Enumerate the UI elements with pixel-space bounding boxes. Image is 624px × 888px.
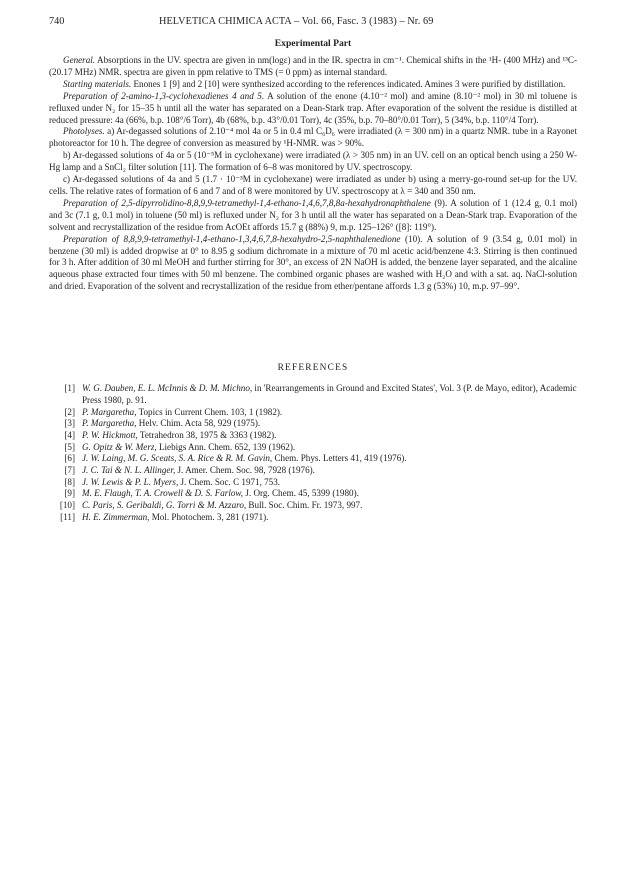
reference-number: [1]: [64, 383, 75, 394]
reference-authors: P. W. Hickmott,: [82, 429, 138, 440]
reference-source: J. Chem. Soc. C 1971, 753.: [178, 476, 281, 487]
reference-text: [82, 465, 577, 477]
reference-item: [49, 465, 577, 477]
reference-item: [49, 500, 577, 512]
paragraph-text: (10). A solution of 9 (3.54 g, 0.01 mol) in benzene (30 ml) is added dropwise at 0° to 8.95 g sodium dichromate in a mixture of 70 ml acetic acid/benzene 4:3. Stirring is then continued for 3 h. After addition of 30 ml MeOH and further stirring for 30°, an excess of 2N NaOH is added, the benzene layer separated, and the alcaline aqueous phase extracted four times with 50 ml benzene. The combined organic phases are washed with H₂O and with a sat. aq. NaCl-solution and dried. Evaporation of the solvent and recrystallization of the residue from ether/pentane affords 1.3 g (53%) 10, m.p. 97–99°.: [49, 233, 577, 292]
paragraph-text: b) Ar-degassed solutions of 4a or 5 (10⁻⁵M in cyclohexane) were irradiated (λ > 305 nm) in an UV. cell on an optical bench using a 250 W-Hg lamp and a SnCl₂ filter solution [11]. The formation of 6–8 was monitored by UV. spectroscopy.: [49, 150, 577, 173]
paragraph-photolyses-a: [49, 126, 577, 150]
reference-source: Topics in Current Chem. 103, 1 (1982).: [136, 406, 283, 417]
reference-number: [4]: [64, 429, 75, 440]
reference-number: [11]: [60, 511, 75, 522]
reference-number: [6]: [64, 453, 75, 464]
page-number: 740: [49, 16, 65, 27]
reference-number: [7]: [64, 465, 75, 476]
reference-item: [49, 418, 577, 430]
reference-text: [82, 430, 577, 442]
reference-number: [9]: [64, 488, 75, 499]
reference-number: [8]: [64, 476, 75, 487]
reference-text: [82, 488, 577, 500]
reference-source: Tetrahedron 38, 1975 & 3363 (1982).: [137, 429, 277, 440]
paragraph-starting-materials: [49, 79, 577, 91]
journal-page: [49, 10, 577, 524]
paragraph-lead: General.: [63, 55, 96, 65]
paragraph-preparation-10: [49, 234, 577, 294]
reference-source: J. Amer. Chem. Soc. 98, 7928 (1976).: [175, 465, 315, 476]
reference-item: [49, 488, 577, 500]
reference-source: J. Org. Chem. 45, 5399 (1980).: [243, 488, 359, 499]
reference-item: [49, 442, 577, 454]
journal-citation: HELVETICA CHIMICA ACTA – Vol. 66, Fasc. 3 (1983) – Nr. 69: [159, 16, 434, 27]
paragraph-lead: Preparation of 8,8,9,9-tetramethyl-1,4-ethano-1,3,4,6,7,8-hexahydro-2,5-naphthalenedione: [63, 233, 401, 244]
reference-source: Bull. Soc. Chim. Fr. 1973, 997.: [246, 500, 363, 511]
reference-text: [82, 477, 577, 489]
running-head: [49, 16, 577, 34]
reference-text: [82, 383, 577, 406]
paragraph-text: Enones 1 [9] and 2 [10] were synthesized according to the references indicated. Amines 3 were purified by distillation.: [131, 78, 566, 89]
reference-source: Mol. Photochem. 3, 281 (1971).: [149, 511, 269, 522]
reference-item: [49, 512, 577, 524]
reference-number: [5]: [64, 441, 75, 452]
reference-authors: C. Paris, S. Geribaldi, G. Torri & M. Azzaro,: [82, 500, 247, 511]
paragraph-photolyses-b: [49, 150, 577, 174]
reference-authors: W. G. Dauben, E. L. McInnis & D. M. Michno,: [82, 383, 253, 394]
reference-authors: M. E. Flaugh, T. A. Crowell & D. S. Farlow,: [82, 488, 244, 499]
paragraph-lead: Starting materials.: [63, 78, 132, 89]
paragraph-text: A solution of the enone (4.10⁻² mol) and amine (8.10⁻² mol) in 30 ml toluene is refluxed under N₂ for 15–35 h until all the water has separated on a Dean-Stark trap. After evaporation of the solvent the residue is distilled at reduced pressure: 4a (66%, b.p. 108°/6 Torr), 4b (68%, b.p. 43°/0.01 Torr), 4c (35%, b.p. 70–80°/0.01 Torr), 5 (34%, b.p. 110°/4 Torr).: [49, 90, 577, 125]
reference-source: Liebigs Ann. Chem. 652, 139 (1962).: [156, 441, 296, 452]
reference-authors: H. E. Zimmerman,: [82, 511, 150, 522]
reference-text: [82, 407, 577, 419]
paragraph-text: a) Ar-degassed solutions of 2.10⁻⁴ mol 4a or 5 in 0.4 ml C₆D₆ were irradiated (λ = 300 nm) in a quartz NMR. tube in a Rayonet photoreactor for 10 h. The degree of conversion as measured by ¹H-NMR. was > 90%.: [49, 126, 577, 149]
paragraph-lead: Preparation of 2,5-dipyrrolidino-8,8,9,9-tetramethyl-1,4-ethano-1,4,6,7,8,8a-hexahydronaphthalene: [63, 197, 431, 208]
reference-number: [10]: [59, 500, 75, 511]
reference-source: Chem. Phys. Letters 41, 419 (1976).: [272, 453, 407, 464]
reference-text: [82, 512, 577, 524]
reference-number: [3]: [64, 418, 75, 429]
references-list: [49, 383, 577, 523]
references-title: REFERENCES: [277, 363, 349, 374]
reference-text: [82, 418, 577, 430]
paragraph-text: c) Ar-degassed solutions of 4a and 5 (1.7 · 10⁻³M in cyclohexane) were irradiated as under b) using a merry-go-round set-up for the UV. cells. The relative rates of formation of 6 and 7 and of 8 were monitored by UV. spectroscopy at λ = 340 and 350 nm.: [49, 174, 577, 196]
reference-text: [82, 500, 577, 512]
reference-authors: P. Margaretha,: [82, 406, 137, 417]
reference-source: in 'Rearrangements in Ground and Excited States', Vol. 3 (P. de Mayo, editor), Academic Press 1980, p. 91.: [82, 383, 577, 405]
paragraph-preparation-9: [49, 198, 577, 234]
reference-source: Helv. Chim. Acta 58, 929 (1975).: [136, 418, 261, 429]
reference-number: [2]: [64, 406, 75, 417]
paragraph-photolyses-c: [49, 174, 577, 198]
reference-item: [49, 453, 577, 465]
experimental-body: [49, 55, 577, 293]
reference-item: [49, 407, 577, 419]
reference-text: [82, 453, 577, 465]
reference-authors: J. W. Lewis & P. L. Myers,: [82, 476, 179, 487]
section-title: Experimental Part: [274, 38, 352, 49]
paragraph-general: [49, 55, 577, 79]
reference-item: [49, 430, 577, 442]
paragraph-text: Absorptions in the UV. spectra are given in nm(logε) and in the IR. spectra in cm⁻¹. Chemical shifts in the ¹H- (400 MHz) and ¹³C- (20.17 MHz) NMR. spectra are given in ppm relative to TMS (= 0 ppm) as internal standard.: [49, 55, 577, 77]
reference-authors: J. W. Laing, M. G. Sceats, S. A. Rice & R. M. Gavin,: [82, 453, 273, 464]
reference-authors: P. Margaretha,: [82, 418, 137, 429]
paragraph-lead: Photolyses.: [63, 126, 105, 137]
reference-text: [82, 442, 577, 454]
reference-authors: G. Opitz & W. Merz,: [82, 441, 157, 452]
reference-authors: J. C. Tai & N. L. Allinger,: [82, 465, 176, 476]
paragraph-text: (9). A solution of 1 (12.4 g, 0.1 mol) and 3c (7.1 g, 0.1 mol) in toluene (50 ml) is refluxed under N₂ for 3 h until all the water has separated on a Dean-Stark trap. Evaporation of the solvent and recrystallization of the residue from AcOEt affords 15.7 g (88%) 9, m.p. 125–126° ([8]: 119°).: [49, 197, 577, 232]
reference-item: [49, 383, 577, 406]
paragraph-preparation-4-5: [49, 91, 577, 127]
reference-item: [49, 477, 577, 489]
paragraph-lead: Preparation of 2-amino-1,3-cyclohexadienes 4 and 5.: [63, 90, 265, 101]
